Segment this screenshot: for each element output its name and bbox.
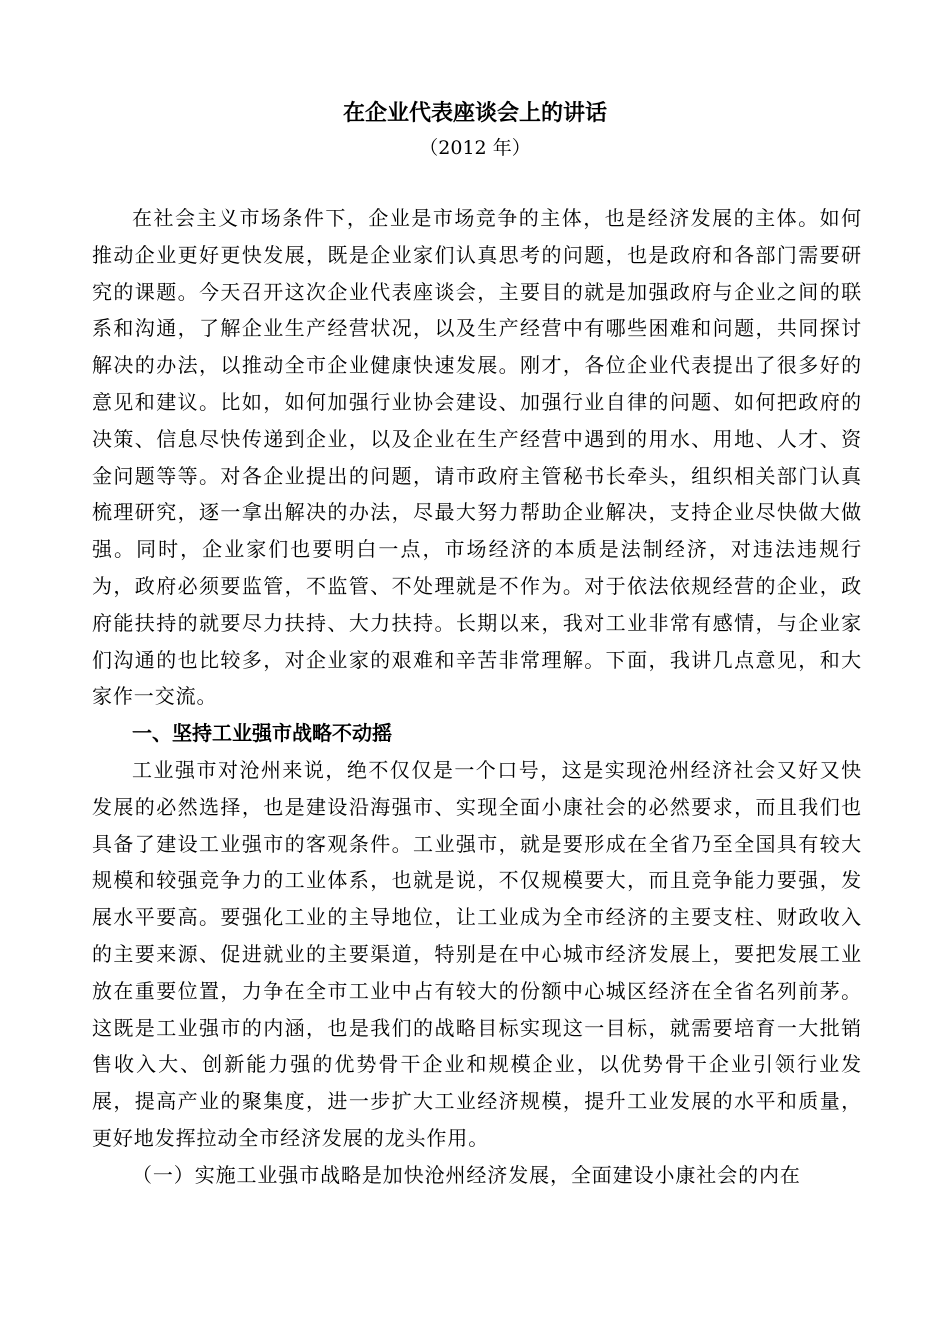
paragraph-subsection-1: （一）实施工业强市战略是加快沧州经济发展，全面建设小康社会的内在 [132, 1162, 801, 1187]
document-title: 在企业代表座谈会上的讲话 [342, 101, 607, 126]
document-subtitle: （2012 年） [419, 137, 531, 159]
document-body [92, 200, 862, 1194]
paragraph-intro: 在社会主义市场条件下，企业是市场竞争的主体，也是经济发展的主体。如何推动企业更好更快发展，既是企业家们认真思考的问题，也是政府和各部门需要研究的课题。今天召开这次企业代表座谈会，主要目的就是加强政府与企业之间的联系和沟通，了解企业生产经营状况，以及生产经营中有哪些困难和问题，共同探讨解决的办法，以推动全市企业健康快速发展。刚才，各位企业代表提出了很多好的意见和建议。比如，如何加强行业协会建设、加强行业自律的问题、如何把政府的决策、信息尽快传递到企业，以及企业在生产经营中遇到的用水、用地、人才、资金问题等等。对各企业提出的问题，请市政府主管秘书长牵头，组织相关部门认真梳理研究，逐一拿出解决的办法，尽最大努力帮助企业解决，支持企业尽快做大做强。同时，企业家们也要明白一点，市场经济的本质是法制经济，对违法违规行为，政府必须要监管，不监管、不处理就是不作为。对于依法依规经营的企业，政府能扶持的就要尽力扶持、大力扶持。长期以来，我对工业非常有感情，与企业家们沟通的也比较多，对企业家的艰难和辛苦非常理解。下面，我讲几点意见，和大家作一交流。 [92, 206, 862, 709]
section-heading-1: 一、坚持工业强市战略不动摇 [132, 721, 392, 746]
paragraph-section-1: 工业强市对沧州来说，绝不仅仅是一个口号，这是实现沧州经济社会又好又快发展的必然选择，也是建设沿海强市、实现全面小康社会的必然要求，而且我们也具备了建设工业强市的客观条件。工业强市，就是要形成在全省乃至全国具有较大规模和较强竞争力的工业体系，也就是说，不仅规模要大，而且竞争能力要强，发展水平要高。要强化工业的主导地位，让工业成为全市经济的主要支柱、财政收入的主要来源、促进就业的主要渠道，特别是在中心城市经济发展上，要把发展工业放在重要位置，力争在全市工业中占有较大的份额中心城区经济在全省名列前茅。这既是工业强市的内涵，也是我们的战略目标实现这一目标，就需要培育一大批销售收入大、创新能力强的优势骨干企业和规模企业，以优势骨干企业引领行业发展，提高产业的聚集度，进一步扩大工业经济规模，提升工业发展的水平和质量，更好地发挥拉动全市经济发展的龙头作用。 [92, 757, 862, 1150]
